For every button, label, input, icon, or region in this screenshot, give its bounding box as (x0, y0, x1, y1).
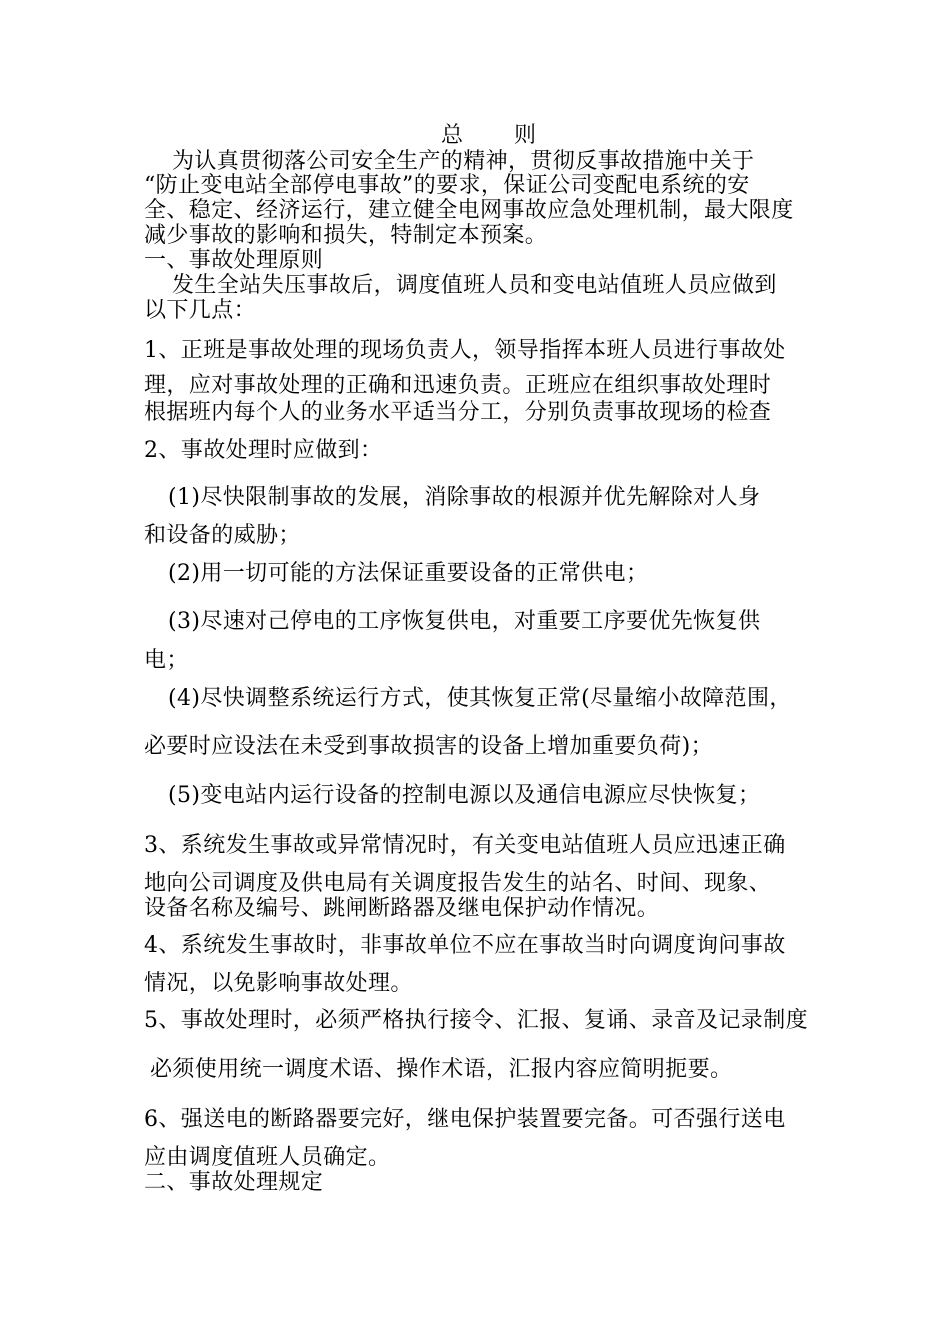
section-heading-1: 一、事故处理原则 (144, 248, 324, 273)
sub-item-1-line-2: 和设备的威胁； (144, 523, 301, 548)
item-6-line-2: 应由调度值班人员确定。 (144, 1145, 391, 1170)
item-1-line-2: 理，应对事故处理的正确和迅速负责。正班应在组织事故处理时 (144, 373, 772, 398)
intro-line-1: 为认真贯彻落公司安全生产的精神，贯彻反事故措施中关于 (172, 149, 755, 174)
section-heading-2: 二、事故处理规定 (144, 1170, 324, 1195)
sub-item-1-line-1: (1)尽快限制事故的发展，消除事故的根源并优先解除对人身 (168, 485, 761, 510)
item-2-heading: 2、事故处理时应做到： (144, 438, 383, 463)
item-4-line-1: 4、系统发生事故时，非事故单位不应在事故当时向调度询问事故 (144, 933, 786, 958)
item-5-line-2: 必须使用统一调度术语、操作术语，汇报内容应简明扼要。 (150, 1057, 733, 1082)
sub-item-3-line-1: (3)尽速对己停电的工序恢复供电，对重要工序要优先恢复供 (168, 609, 761, 634)
intro-line-3: 全、稳定、经济运行，建立健全电网事故应急处理机制，最大限度 (144, 198, 794, 223)
item-6-line-1: 6、强送电的断路器要完好，继电保护装置要完备。可否强行送电 (144, 1107, 786, 1132)
item-3-line-1: 3、系统发生事故或异常情况时，有关变电站值班人员应迅速正确 (144, 833, 786, 858)
item-5-line-1: 5、事故处理时，必须严格执行接令、汇报、复诵、录音及记录制度 (144, 1008, 808, 1033)
paragraph-line: 发生全站失压事故后，调度值班人员和变电站值班人员应做到 (172, 273, 777, 298)
sub-item-2: (2)用一切可能的方法保证重要设备的正常供电； (168, 561, 649, 586)
item-3-line-3: 设备名称及编号、跳闸断路器及继电保护动作情况。 (144, 896, 660, 921)
sub-item-4-line-2: 必要时应设法在未受到事故损害的设备上增加重要负荷)； (144, 734, 713, 759)
document-title: 总 则 (441, 123, 558, 148)
item-4-line-2: 情况，以免影响事故处理。 (144, 971, 413, 996)
intro-line-2: “防止变电站全部停电事故”的要求，保证公司变配电系统的安 (144, 173, 750, 198)
sub-item-5: (5)变电站内运行设备的控制电源以及通信电源应尽快恢复； (168, 783, 761, 808)
intro-line-4: 减少事故的影响和损失，特制定本预案。 (144, 223, 548, 248)
sub-item-3-line-2: 电； (144, 648, 189, 673)
sub-item-4-line-1: (4)尽快调整系统运行方式，使其恢复正常(尽量缩小故障范围， (168, 686, 792, 711)
paragraph-line: 以下几点： (144, 298, 257, 323)
item-1-line-1: 1、正班是事故处理的现场负责人，领导指挥本班人员进行事故处 (144, 338, 786, 363)
item-3-line-2: 地向公司调度及供电局有关调度报告发生的站名、时间、现象、 (144, 871, 772, 896)
item-1-line-3: 根据班内每个人的业务水平适当分工，分别负责事故现场的检查 (144, 400, 772, 425)
